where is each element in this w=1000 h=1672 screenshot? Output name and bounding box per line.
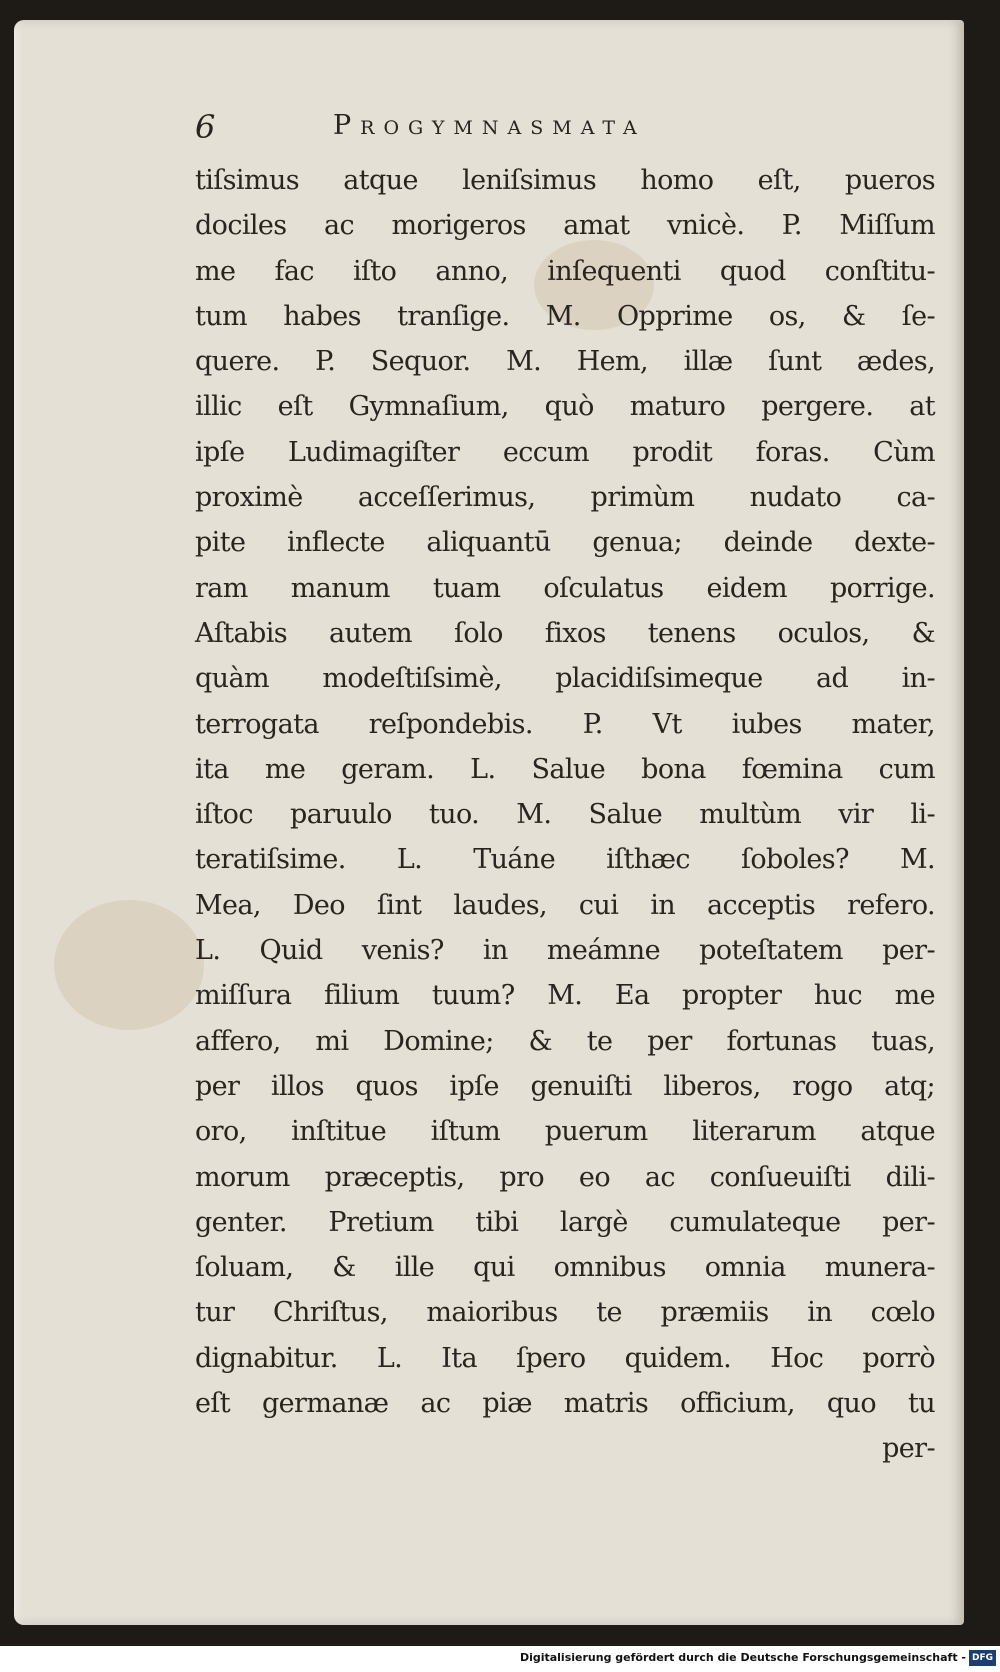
text-line: terrogata reſpondebis. P. Vt iubes mater, (195, 708, 935, 740)
text-line: quàm modeſtiſsimè, placidiſsimeque ad in- (195, 663, 935, 695)
page-header (195, 108, 940, 154)
text-line: tiſsimus atque leniſsimus homo eſt, pueros (195, 165, 935, 196)
page-number: 6 (195, 108, 216, 146)
text-line: miſſura filium tuum? M. Ea propter huc me (195, 980, 935, 1012)
text-line: iſtoc paruulo tuo. M. Salue multùm vir li- (195, 799, 935, 831)
text-line: morum præceptis, pro eo ac conſueuiſti dili- (195, 1161, 935, 1193)
text-line: Mea, Deo ſint laudes, cui in acceptis refero. (195, 889, 935, 921)
text-line: dignabitur. L. Ita ſpero quidem. Hoc porrò (195, 1342, 935, 1374)
body-text (195, 158, 935, 1472)
text-line: per illos quos ipſe genuiſti liberos, rogo atq; (195, 1070, 935, 1102)
paper-stain (54, 900, 204, 1030)
text-line: dociles ac morigeros amat vnicè. P. Miſſum (195, 210, 935, 242)
digitization-footer (0, 1646, 1000, 1672)
text-line: eſt germanæ ac piæ matris officium, quo tu (195, 1388, 935, 1420)
text-line: Aſtabis autem ſolo fixos tenens oculos, & (195, 617, 935, 649)
text-line: illic eſt Gymnaſium, quò maturo pergere. at (195, 391, 935, 423)
text-line: ram manum tuam oſculatus eidem porrige. (195, 572, 935, 604)
text-line: L. Quid venis? in meámne poteſtatem per- (195, 935, 935, 967)
funding-credit: Digitalisierung gefördert durch die Deutsche Forschungsgemeinschaft - (519, 1651, 966, 1664)
text-line: me fac iſto anno, inſequenti quod conſtitu- (195, 255, 935, 287)
text-line: ita me geram. L. Salue bona fœmina cum (195, 753, 935, 785)
text-line: tum habes tranſige. M. Opprime os, & ſe- (195, 300, 935, 332)
text-line: ipſe Ludimagiſter eccum prodit foras. Cùm (195, 436, 935, 468)
text-line: proximè acceſſerimus, primùm nudato ca- (195, 482, 935, 514)
dfg-logo: DFG (969, 1650, 996, 1666)
text-line: teratiſsime. L. Tuáne iſthæc ſoboles? M. (195, 844, 935, 876)
catchword: per- (882, 1433, 935, 1465)
text-line: tur Chriſtus, maioribus te præmiis in cœlo (195, 1297, 935, 1329)
text-line: affero, mi Domine; & te per fortunas tuas, (195, 1025, 935, 1057)
text-line: quere. P. Sequor. M. Hem, illæ ſunt ædes, (195, 346, 935, 378)
text-line: ſoluam, & ille qui omnibus omnia munera- (195, 1252, 935, 1284)
text-line: genter. Pretium tibi largè cumulateque per- (195, 1206, 935, 1238)
text-line: oro, inſtitue iſtum puerum literarum atque (195, 1116, 935, 1148)
text-line: pite inflecte aliquantū genua; deinde dexte- (195, 527, 935, 559)
running-title: Progymnasmata (333, 110, 646, 141)
